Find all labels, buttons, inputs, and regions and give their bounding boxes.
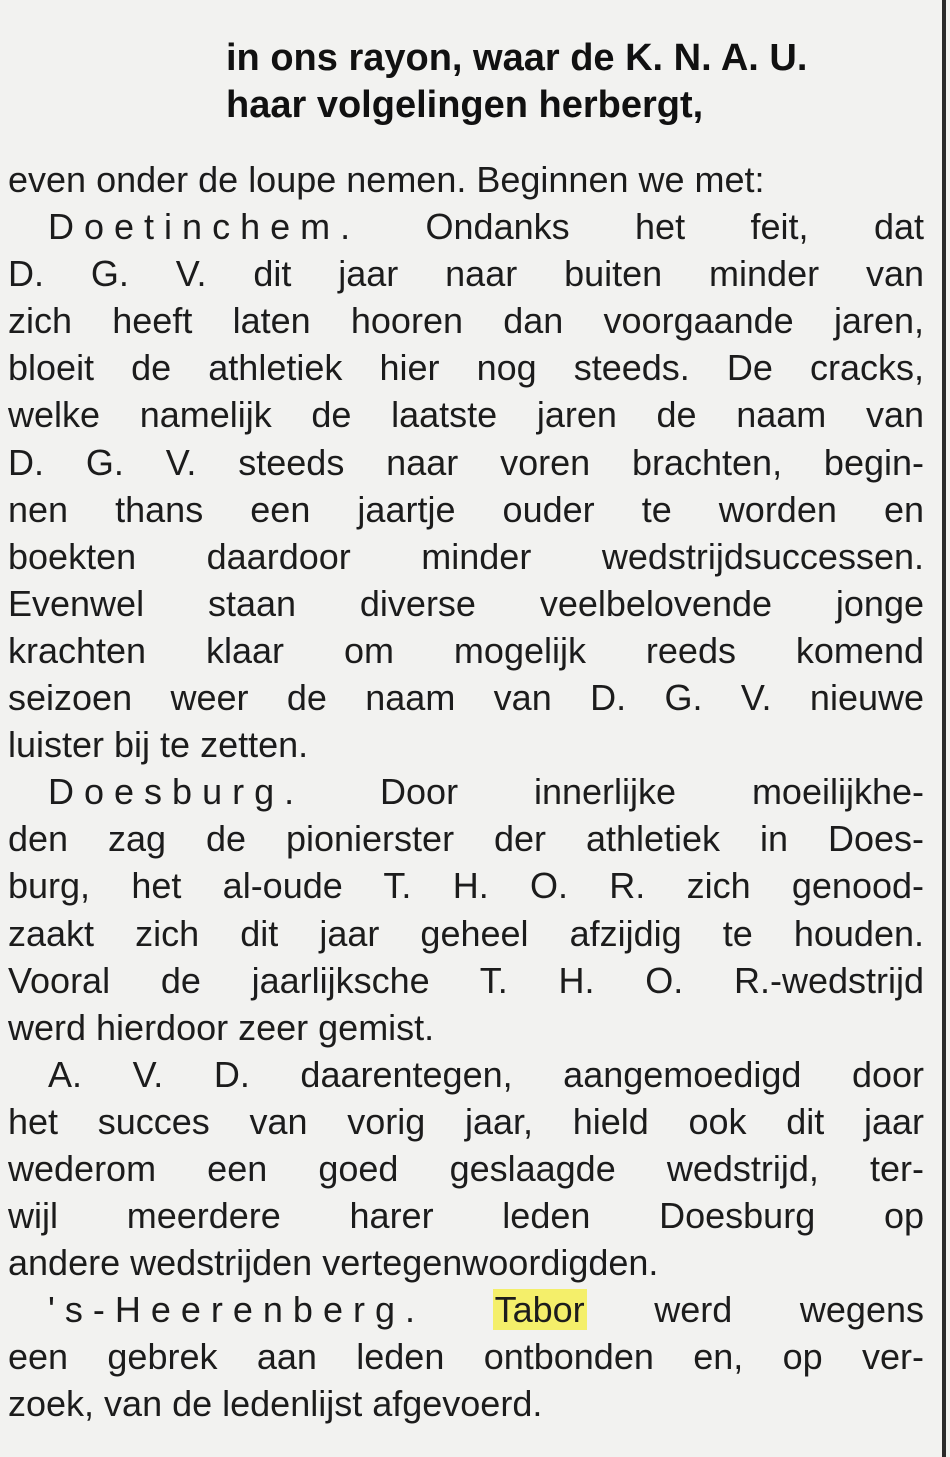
article-body — [8, 156, 924, 1428]
paragraph-line: luister bij te zetten. — [8, 724, 309, 766]
highlighted-search-term: Tabor — [494, 1289, 585, 1331]
paragraph-text: Ondanks het feit, dat — [425, 206, 924, 248]
paragraph-line: D. G. V. dit jaar naar buiten minder van — [8, 253, 924, 295]
paragraph-line: burg, het al-oude T. H. O. R. zich genood- — [8, 865, 924, 907]
paragraph-line: het succes van vorig jaar, hield ook dit jaar — [8, 1100, 924, 1142]
column-divider — [942, 0, 946, 1457]
paragraph-line: wijl meerdere harer leden Doesburg op — [8, 1195, 924, 1237]
article-subheading — [226, 34, 916, 128]
paragraph-line: welke namelijk de laatste jaren de naam van — [8, 394, 924, 436]
doetinchem-first-line — [8, 203, 924, 250]
place-name-heerenberg: 's-Heerenberg. — [48, 1289, 425, 1331]
paragraph-line: A. V. D. daarentegen, aangemoedigd door — [48, 1053, 924, 1095]
paragraph-line: zaakt zich dit jaar geheel afzijdig te houden. — [8, 912, 924, 954]
paragraph-text: Door innerlijke moeilijkhe- — [380, 771, 924, 813]
paragraph-line: seizoen weer de naam van D. G. V. nieuwe — [8, 677, 924, 719]
paragraph-text: werd wegens — [654, 1289, 924, 1331]
subheading-line-1: in ons rayon, waar de K. N. A. U. — [226, 37, 808, 79]
paragraph-line: Vooral de jaarlijksche T. H. O. R.-wedstrijd — [8, 959, 924, 1001]
place-name-doesburg: Doesburg. — [48, 771, 305, 813]
paragraph-line: Evenwel staan diverse veelbelovende jonge — [8, 582, 924, 624]
paragraph-line: bloeit de athletiek hier nog steeds. De cracks, — [8, 347, 924, 389]
paragraph-line: krachten klaar om mogelijk reeds komend — [8, 629, 924, 671]
paragraph-line: den zag de pionierster der athletiek in Does- — [8, 818, 924, 860]
heerenberg-first-line — [8, 1286, 924, 1333]
paragraph-line: wederom een goed geslaagde wedstrijd, ter- — [8, 1147, 924, 1189]
subheading-line-2: haar volgelingen herbergt, — [226, 84, 704, 127]
paragraph-line: nen thans een jaartje ouder te worden en — [8, 488, 924, 530]
paragraph-line: D. G. V. steeds naar voren brachten, begin- — [8, 441, 924, 483]
place-name-doetinchem: Doetinchem. — [48, 206, 361, 248]
paragraph-line: boekten daardoor minder wedstrijdsuccessen. — [8, 535, 924, 577]
doesburg-first-line — [8, 768, 924, 815]
paragraph-line: een gebrek aan leden ontbonden en, op ver- — [8, 1336, 924, 1378]
paragraph-line: zich heeft laten hooren dan voorgaande jaren, — [8, 300, 924, 342]
paragraph-line: andere wedstrijden vertegenwoordigden. — [8, 1242, 659, 1284]
intro-line: even onder de loupe nemen. Beginnen we met: — [8, 159, 765, 200]
paragraph-line: zoek, van de ledenlijst afgevoerd. — [8, 1383, 543, 1425]
paragraph-line: werd hierdoor zeer gemist. — [8, 1006, 435, 1048]
